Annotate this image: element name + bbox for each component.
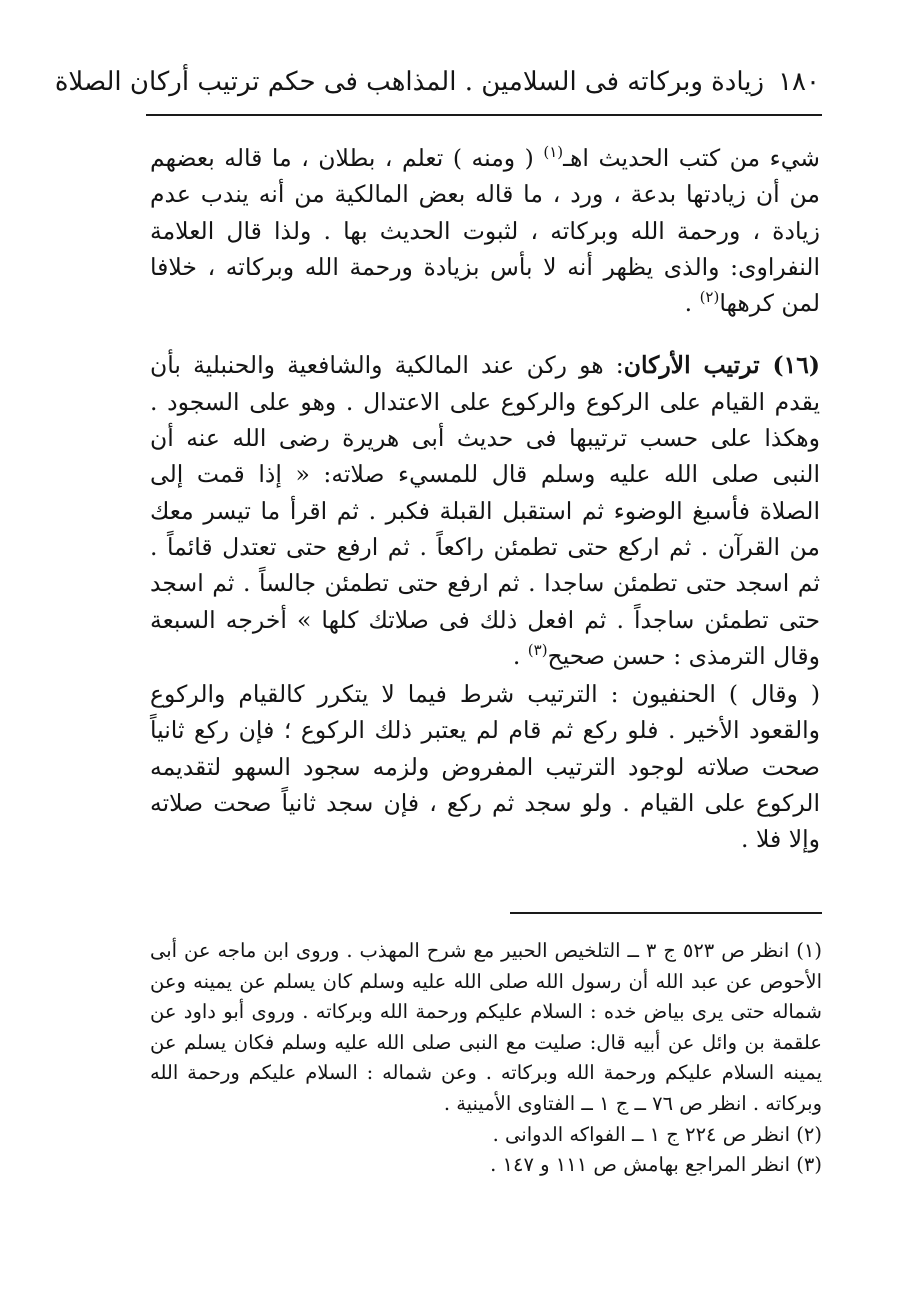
footnote-rule [510, 912, 822, 914]
footnote-ref-1[interactable]: (١) [543, 143, 564, 161]
paragraph-2 [150, 347, 820, 674]
header-rule [146, 114, 822, 116]
paragraph-text: شيء من كتب الحديث اهـ [563, 144, 820, 172]
footnote-1: (١) انظر ص ٥٢٣ ج ٣ ــ التلخيص الحبير مع شرح المهذب . وروى ابن ماجه عن أبى الأحوص عن عبد الله أن رسول الله صلى الله عليه وسلم كان يسلم عن يمينه وعن شماله حتى يرى بياض خده : السلام عليكم ورحمة الله وبركاته . وروى أبو داود عن علقمة بن وائل عن أبيه قال: صليت مع النبى صلى الله عليه وسلم فكان يسلم عن يمينه السلام عليكم ورحمة الله وبركاته . وعن شماله : السلام عليكم ورحمة الله وبركاته . انظر ص ٧٦ ــ ج ١ ــ الفتاوى الأمينية . [150, 939, 822, 1115]
footnotes [150, 936, 822, 1181]
paragraph-text: : هو ركن عند المالكية والشافعية والحنبلية بأن يقدم القيام على الركوع والركوع على الاعتدال . وهو على السجود . وهكذا على حسب ترتيبها فى حديث أبى هريرة رضى الله عنه أن النبى صلى الله عليه وسلم قال للمسيء صلاته: « إذا قمت إلى الصلاة فأسبغ الوضوء ثم استقبل القبلة فكبر . ثم اقرأ ما تيسر معك من القرآن . ثم اركع حتى تطمئن راكعاً . ثم ارفع حتى تعتدل قائماً . ثم اسجد حتى تطمئن ساجدا . ثم ارفع حتى تطمئن جالساً . ثم اسجد حتى تطمئن ساجداً . ثم افعل ذلك فى صلاتك كلها » أخرجه السبعة وقال الترمذى : حسن صحيح [150, 351, 820, 670]
footnote-ref-2[interactable]: (٢) [699, 288, 720, 307]
paragraph-text: . [512, 641, 528, 670]
paragraph-3 [150, 676, 820, 857]
footnote-2: (٢) انظر ص ٢٢٤ ج ١ ــ الفواكه الدوانى . [492, 1122, 822, 1146]
running-head [54, 60, 820, 104]
paragraph-1 [150, 140, 820, 321]
footnote-ref-3[interactable]: (٣) [527, 640, 548, 659]
page-number: ١٨٠ [778, 67, 820, 97]
running-title: زيادة وبركاته فى السلامين . المذاهب فى حكم ترتيب أركان الصلاة [54, 67, 765, 97]
main-text [150, 140, 820, 858]
paragraph-text: ( ومنه ) تعلم ، بطلان ، ما قاله بعضهم من أن زيادتها بدعة ، ورد ، ما قاله بعض المالكية من أنه يندب عدم زيادة ، ورحمة الله وبركاته ، لثبوت الحديث بها . ولذا قال العلامة النفراوى: والذى يظهر أنه لا بأس بزيادة ورحمة الله وبركاته ، خلافا لمن كرهها [150, 144, 820, 318]
paragraph-text: ( وقال ) الحنفيون : الترتيب شرط فيما لا يتكرر كالقيام والركوع والقعود الأخير . فلو ركع ثم قام لم يعتبر ذلك الركوع ؛ فإن ركع ثانياً صحت صلاته لوجود الترتيب المفروض ولزمه سجود السهو لتقديمه الركوع على القيام . ولو سجد ثم ركع ، فإن سجد ثانياً صحت صلاته وإلا فلا . [150, 680, 820, 854]
footnote-3: (٣) انظر المراجع بهامش ص ١١١ و ١٤٧ . [490, 1153, 822, 1177]
section-heading: (١٦) ترتيب الأركان [623, 351, 820, 380]
paragraph-text: . [684, 289, 700, 318]
